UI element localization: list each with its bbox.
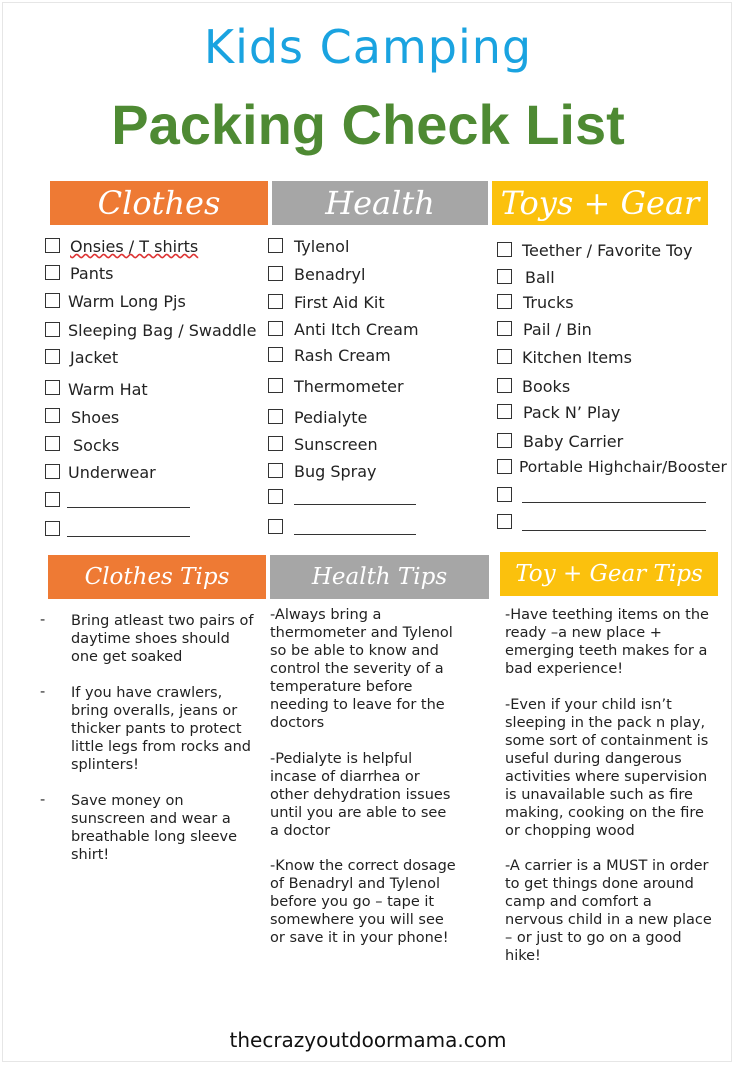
checklist-item: Teether / Favorite Toy bbox=[522, 241, 693, 260]
checkbox[interactable] bbox=[45, 322, 60, 337]
checkbox[interactable] bbox=[268, 409, 283, 424]
checkbox[interactable] bbox=[268, 238, 283, 253]
checklist-item: Jacket bbox=[70, 348, 119, 367]
checkbox[interactable] bbox=[45, 238, 60, 253]
bullet-dash: - bbox=[40, 612, 46, 628]
checkbox[interactable] bbox=[497, 269, 512, 284]
checklist-item: Pack N’ Play bbox=[523, 403, 621, 422]
tip-text: -Know the correct dosage of Benadryl and Tylenol before you go – tape it somewhere you will see or save it in your phone! bbox=[270, 858, 456, 946]
checkbox[interactable] bbox=[268, 489, 283, 504]
checklist-item: Portable Highchair/Booster bbox=[519, 458, 727, 476]
checklist-item: Kitchen Items bbox=[522, 348, 632, 367]
checkbox[interactable] bbox=[497, 404, 512, 419]
checklist-item: Anti Itch Cream bbox=[294, 320, 419, 339]
checkbox[interactable] bbox=[497, 433, 512, 448]
checkbox[interactable] bbox=[497, 242, 512, 257]
checkbox[interactable] bbox=[497, 487, 512, 502]
tip-text-1: Bring atleast two pairs of daytime shoes should one get soaked bbox=[71, 613, 254, 665]
checklist-item: Sleeping Bag / Swaddle bbox=[68, 321, 257, 340]
checklist-item: Pail / Bin bbox=[523, 320, 592, 339]
tip-text: Save money on sunscreen and wear a breathable long sleeve shirt! bbox=[71, 793, 238, 863]
title-line-1: Kids Camping bbox=[203, 20, 533, 74]
checkbox[interactable] bbox=[268, 294, 283, 309]
checkbox[interactable] bbox=[45, 293, 60, 308]
blank-line[interactable] bbox=[294, 503, 416, 505]
bullet-dash: - bbox=[40, 684, 46, 700]
checkbox[interactable] bbox=[268, 436, 283, 451]
checkbox[interactable] bbox=[497, 378, 512, 393]
checkbox[interactable] bbox=[497, 514, 512, 529]
checkbox[interactable] bbox=[268, 378, 283, 393]
health-tips-header: Health Tips bbox=[270, 555, 489, 599]
toy-gear-tips-header: Toy + Gear Tips bbox=[500, 552, 718, 596]
blank-line[interactable] bbox=[294, 533, 416, 535]
checkbox[interactable] bbox=[497, 321, 512, 336]
blank-line[interactable] bbox=[67, 535, 190, 537]
checklist-item: Warm Hat bbox=[68, 380, 148, 399]
title-line-2: Packing Check List bbox=[111, 93, 625, 156]
checkbox[interactable] bbox=[45, 464, 60, 479]
tip-text: -Pedialyte is helpful incase of diarrhea or other dehydration issues until you are able to see a doctor bbox=[270, 751, 451, 839]
checkbox[interactable] bbox=[497, 294, 512, 309]
checkbox[interactable] bbox=[497, 459, 512, 474]
checklist-item: Rash Cream bbox=[294, 346, 391, 365]
tip-text: -Always bring a thermometer and Tylenol so be able to know and control the severity of a temperature before needing to leave for the doctors bbox=[270, 607, 453, 731]
checklist-item: Warm Long Pjs bbox=[68, 292, 186, 311]
checkbox[interactable] bbox=[268, 347, 283, 362]
checklist-item: Socks bbox=[73, 436, 120, 455]
health-header: Health bbox=[272, 181, 488, 225]
checklist-item: Ball bbox=[525, 268, 555, 287]
checkbox[interactable] bbox=[45, 349, 60, 364]
checkbox[interactable] bbox=[45, 265, 60, 280]
checklist-item: Bug Spray bbox=[294, 462, 377, 481]
tip-text: -Have teething items on the ready –a new place + emerging teeth makes for a bad experience! bbox=[505, 607, 709, 677]
checkbox[interactable] bbox=[45, 492, 60, 507]
tip-text bbox=[71, 612, 261, 666]
checkbox[interactable] bbox=[268, 321, 283, 336]
checklist-item: Thermometer bbox=[294, 377, 404, 396]
onsies-text: Onsies / T shirts bbox=[70, 237, 199, 256]
checklist-item: Shoes bbox=[71, 408, 120, 427]
checkbox[interactable] bbox=[497, 349, 512, 364]
checkbox[interactable] bbox=[45, 380, 60, 395]
checkbox[interactable] bbox=[268, 463, 283, 478]
checklist-item: Trucks bbox=[523, 293, 574, 312]
checkbox[interactable] bbox=[268, 519, 283, 534]
checklist-item: Sunscreen bbox=[294, 435, 378, 454]
blank-line[interactable] bbox=[67, 506, 190, 508]
checklist-item: Pants bbox=[70, 264, 114, 283]
tip-text: -Even if your child isn’t sleeping in the pack n play, some sort of containment is useful during dangerous activities where supervision is unavailable such as fire making, cooking on the fire or chopping wood bbox=[505, 697, 709, 839]
checklist-item: Tylenol bbox=[294, 237, 350, 256]
bullet-dash: - bbox=[40, 792, 46, 808]
checklist-item: Books bbox=[522, 377, 571, 396]
clothes-header: Clothes bbox=[50, 181, 268, 225]
footer-website: thecrazyoutdoormama.com bbox=[229, 1028, 507, 1052]
toys-header: Toys + Gear bbox=[492, 181, 708, 225]
checkbox[interactable] bbox=[45, 408, 60, 423]
checklist-item: Baby Carrier bbox=[523, 432, 624, 451]
checklist-item: First Aid Kit bbox=[294, 293, 385, 312]
checklist-item: Underwear bbox=[68, 463, 156, 482]
checklist-item: Benadryl bbox=[294, 265, 366, 284]
checklist-item bbox=[70, 237, 198, 256]
tip-text: If you have crawlers, bring overalls, jeans or thicker pants to protect little legs from rocks and splinters! bbox=[71, 685, 251, 773]
checkbox[interactable] bbox=[268, 266, 283, 281]
checkbox[interactable] bbox=[45, 436, 60, 451]
blank-line[interactable] bbox=[522, 529, 706, 531]
checklist-item: Pedialyte bbox=[294, 408, 368, 427]
blank-line[interactable] bbox=[522, 501, 706, 503]
clothes-tips-header: Clothes Tips bbox=[48, 555, 266, 599]
tip-text: -A carrier is a MUST in order to get things done around camp and comfort a nervous child in a new place – or just to go on a good hike! bbox=[505, 858, 712, 964]
checkbox[interactable] bbox=[45, 521, 60, 536]
